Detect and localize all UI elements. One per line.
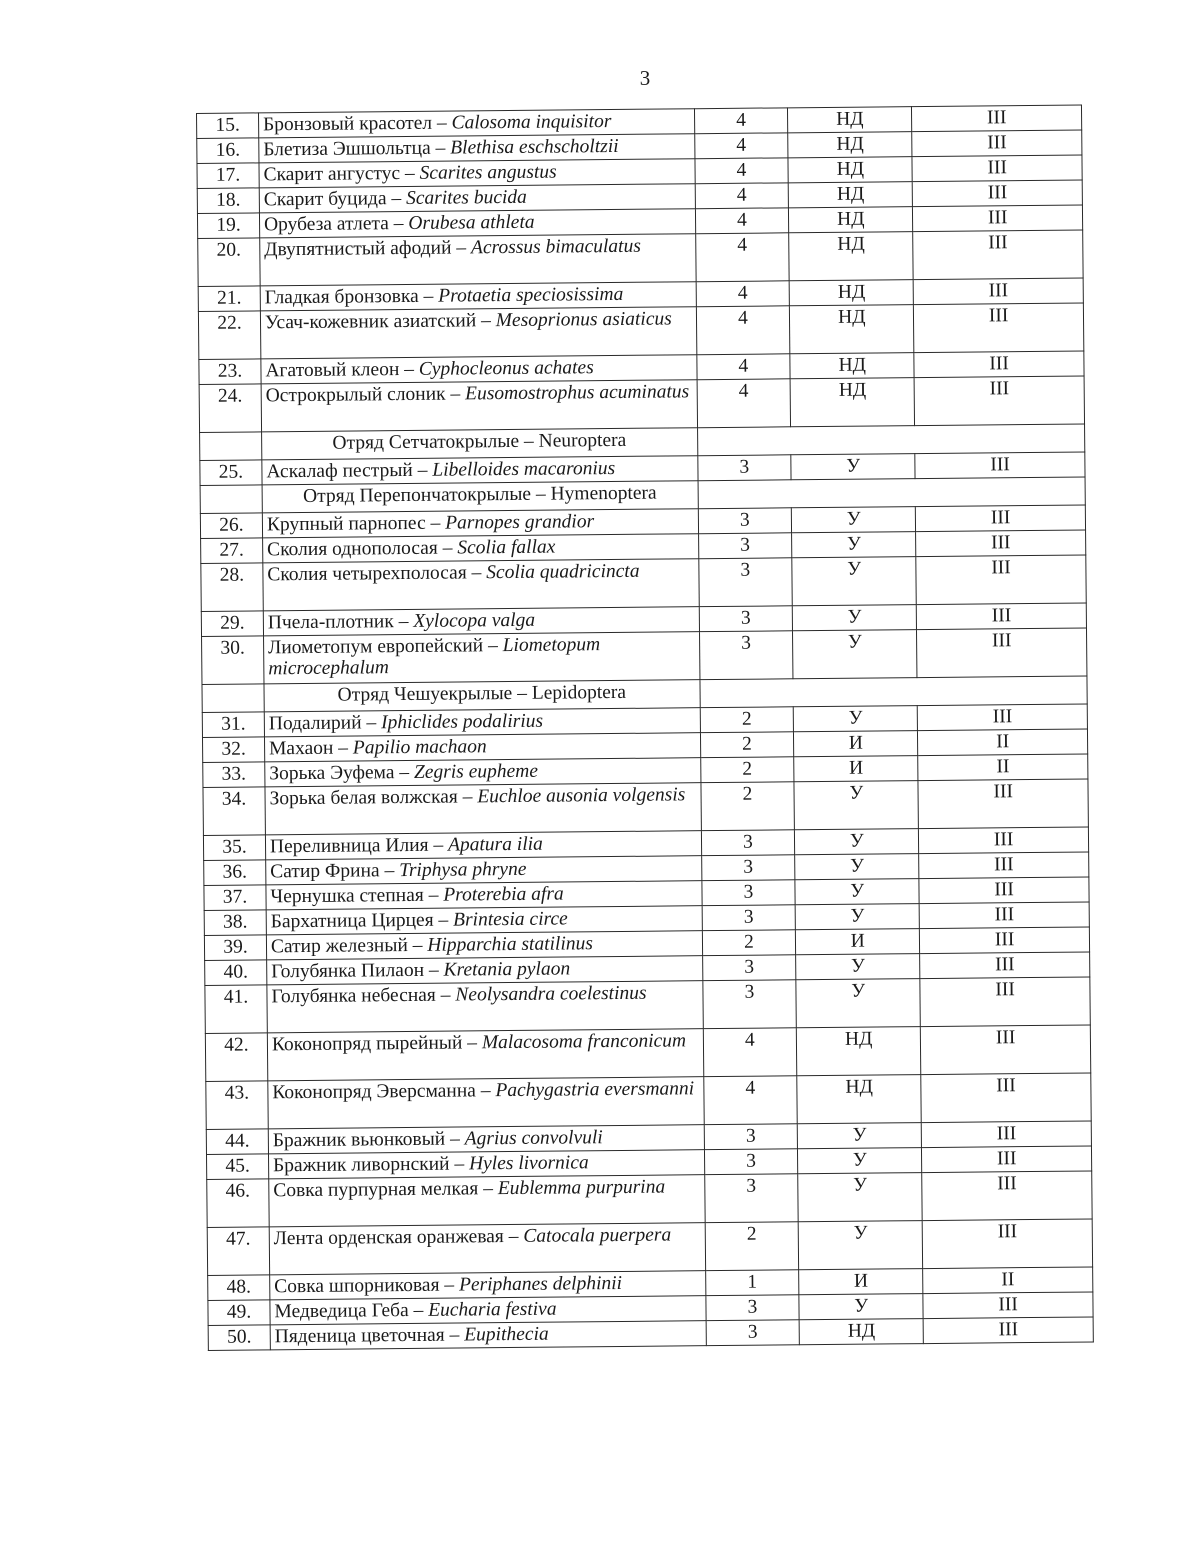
row-number: 47. bbox=[207, 1227, 269, 1276]
rarity-category: 4 bbox=[695, 183, 789, 209]
status-code: НД bbox=[790, 305, 914, 354]
order-empty-cell bbox=[699, 676, 1087, 708]
row-number: 18. bbox=[197, 188, 259, 214]
regional-category: III bbox=[916, 555, 1086, 605]
status-code: НД bbox=[799, 1319, 923, 1345]
page-number: 3 bbox=[639, 66, 651, 90]
row-number: 32. bbox=[202, 737, 264, 763]
species-latin-name: Libelloides macaronius bbox=[432, 457, 616, 481]
species-russian-name: Скарит буцида – bbox=[263, 187, 407, 211]
species-name-cell bbox=[267, 1029, 703, 1081]
species-russian-name: Скарит ангустус – bbox=[263, 162, 420, 186]
species-russian-name: Сатир Фрина – bbox=[270, 860, 400, 883]
rarity-category: 3 bbox=[702, 955, 796, 981]
species-russian-name: Пяденица цветочная – bbox=[274, 1324, 465, 1348]
row-number: 49. bbox=[208, 1300, 270, 1326]
species-name-cell bbox=[269, 1223, 705, 1275]
rarity-category: 3 bbox=[701, 880, 795, 906]
rarity-category: 3 bbox=[704, 1149, 798, 1175]
species-russian-name: Коконопряд Эверсманна – bbox=[272, 1080, 496, 1104]
species-russian-name: Аскалаф пестрый – bbox=[266, 459, 433, 483]
species-latin-name: Eusomostrophus acuminatus bbox=[464, 381, 690, 405]
status-code: У bbox=[791, 454, 915, 480]
table-row bbox=[206, 1073, 1091, 1129]
species-name-cell bbox=[269, 1175, 705, 1227]
regional-category: III bbox=[920, 952, 1090, 979]
status-code: НД bbox=[789, 232, 913, 281]
species-name-cell bbox=[261, 380, 697, 432]
species-russian-name: Зорька Эуфема – bbox=[269, 761, 415, 785]
species-russian-name: Орубеза атлета – bbox=[263, 212, 409, 236]
status-code: НД bbox=[797, 1027, 921, 1076]
table-row bbox=[205, 1025, 1090, 1081]
rarity-category: 3 bbox=[698, 508, 792, 534]
species-latin-name: Mesoprionus asiaticus bbox=[495, 308, 672, 332]
rarity-category: 3 bbox=[704, 1124, 798, 1150]
table-row bbox=[207, 1171, 1092, 1227]
status-code: У bbox=[798, 1173, 922, 1222]
status-code: И bbox=[794, 731, 918, 757]
table-row bbox=[205, 977, 1090, 1033]
status-code: У bbox=[792, 557, 916, 606]
species-latin-name: Iphiclides podalirius bbox=[381, 710, 544, 734]
rarity-category: 4 bbox=[695, 208, 789, 234]
status-code: У bbox=[792, 507, 916, 533]
species-russian-name: Зорька белая волжская – bbox=[269, 786, 478, 810]
species-russian-name: Агатовый клеон – bbox=[265, 358, 419, 382]
regional-category: III bbox=[923, 1292, 1093, 1319]
rarity-category: 3 bbox=[705, 1295, 799, 1321]
status-code: У bbox=[793, 605, 917, 631]
row-number: 28. bbox=[201, 563, 263, 612]
table-row bbox=[198, 303, 1083, 359]
rarity-category: 4 bbox=[694, 108, 788, 134]
rarity-category: 3 bbox=[702, 905, 796, 931]
row-number: 20. bbox=[198, 238, 260, 287]
rarity-category: 3 bbox=[699, 631, 793, 680]
row-number: 34. bbox=[203, 787, 265, 836]
regional-category: III bbox=[919, 877, 1089, 904]
species-russian-name: Сатир железный – bbox=[270, 934, 428, 958]
status-code: У bbox=[795, 904, 919, 930]
table-row bbox=[201, 555, 1086, 611]
regional-category: II bbox=[918, 754, 1088, 781]
species-latin-name: Zegris eupheme bbox=[413, 760, 539, 783]
row-number: 36. bbox=[204, 860, 266, 886]
status-code: И bbox=[794, 756, 918, 782]
rarity-category: 4 bbox=[695, 233, 789, 282]
species-latin-name: Scolia fallax bbox=[457, 536, 556, 559]
regional-category: III bbox=[917, 704, 1087, 731]
regional-category: III bbox=[912, 180, 1082, 207]
rarity-category: 2 bbox=[700, 707, 794, 733]
status-code: НД bbox=[788, 157, 912, 183]
rarity-category: 2 bbox=[700, 782, 794, 831]
species-latin-name: Hyles livornica bbox=[468, 1152, 589, 1175]
status-code: У bbox=[792, 532, 916, 558]
regional-category: III bbox=[913, 230, 1083, 280]
regional-category: III bbox=[912, 130, 1082, 157]
rarity-category: 3 bbox=[698, 558, 792, 607]
rarity-category: 4 bbox=[697, 379, 791, 428]
regional-category: III bbox=[920, 977, 1090, 1027]
species-latin-name: Eucharia festiva bbox=[428, 1298, 557, 1321]
regional-category: III bbox=[914, 351, 1084, 378]
regional-category: II bbox=[918, 729, 1088, 756]
order-title: Отряд Чешуекрылые – Lepidoptera bbox=[264, 680, 700, 712]
species-name-cell bbox=[267, 981, 703, 1033]
regional-category: III bbox=[912, 155, 1082, 182]
species-russian-name: Блетиза Эшшольтца – bbox=[263, 137, 451, 161]
rarity-category: 3 bbox=[698, 533, 792, 559]
row-number: 38. bbox=[204, 910, 266, 936]
regional-category: III bbox=[916, 603, 1086, 630]
rarity-category: 2 bbox=[705, 1222, 799, 1271]
order-empty-cell bbox=[697, 424, 1085, 456]
status-code: НД bbox=[790, 378, 914, 427]
rarity-category: 4 bbox=[694, 158, 788, 184]
status-code: У bbox=[794, 781, 918, 830]
rarity-category: 4 bbox=[696, 306, 790, 355]
species-latin-name: Kretania pylaon bbox=[443, 958, 571, 981]
species-russian-name: Бархатница Цирцея – bbox=[270, 909, 454, 933]
row-number: 29. bbox=[201, 611, 263, 637]
status-code: НД bbox=[790, 353, 914, 379]
status-code: У bbox=[795, 879, 919, 905]
status-code: У bbox=[798, 1123, 922, 1149]
species-latin-name: Acrossus bimaculatus bbox=[470, 235, 641, 259]
row-number: 17. bbox=[197, 163, 259, 189]
table-row bbox=[198, 230, 1083, 286]
row-number: 33. bbox=[203, 762, 265, 788]
species-latin-name: Scarites bucida bbox=[405, 186, 527, 209]
status-code: У bbox=[796, 979, 920, 1028]
regional-category: III bbox=[914, 376, 1084, 426]
status-code: НД bbox=[789, 280, 913, 306]
order-empty-cell bbox=[698, 477, 1086, 509]
status-code: У bbox=[799, 1294, 923, 1320]
species-russian-name: Усач-кожевник азиатский – bbox=[264, 310, 496, 334]
regional-category: III bbox=[917, 628, 1087, 678]
species-latin-name: Hipparchia statilinus bbox=[427, 933, 594, 956]
species-table-body bbox=[197, 105, 1094, 1350]
row-number: 22. bbox=[198, 311, 260, 360]
order-title: Отряд Сетчатокрылые – Neuroptera bbox=[262, 428, 698, 460]
regional-category: III bbox=[916, 505, 1086, 532]
status-code: И bbox=[799, 1269, 923, 1295]
row-number: 25. bbox=[200, 460, 262, 486]
rarity-category: 1 bbox=[705, 1270, 799, 1296]
rarity-category: 3 bbox=[701, 855, 795, 881]
species-latin-name: Protaetia speciosissima bbox=[438, 283, 624, 307]
species-russian-name: Сколия четырехполосая – bbox=[267, 562, 487, 586]
regional-category: III bbox=[916, 530, 1086, 557]
species-russian-name: Коконопряд пырейный – bbox=[271, 1032, 482, 1056]
species-latin-name: Blethisa eschscholtzii bbox=[450, 135, 619, 159]
species-latin-name: Triphysa phryne bbox=[399, 858, 527, 882]
species-latin-name: Eublemma purpurina bbox=[497, 1176, 666, 1200]
order-num-cell bbox=[200, 432, 262, 461]
regional-category: III bbox=[914, 303, 1084, 353]
order-num-cell bbox=[202, 684, 264, 713]
species-name-cell bbox=[260, 234, 696, 286]
status-code: У bbox=[794, 706, 918, 732]
species-latin-name: Liometopum microcephalum bbox=[268, 634, 601, 680]
species-russian-name: Пчела-плотник – bbox=[267, 610, 414, 634]
row-number: 50. bbox=[208, 1325, 270, 1351]
species-latin-name: Catocala puerpera bbox=[523, 1224, 672, 1247]
rarity-category: 3 bbox=[701, 830, 795, 856]
species-russian-name: Голубянка небесная – bbox=[271, 984, 456, 1008]
species-russian-name: Лиометопум европейский – bbox=[267, 635, 503, 659]
species-name-cell bbox=[270, 1321, 706, 1350]
species-russian-name: Переливница Илия – bbox=[269, 834, 449, 858]
regional-category: III bbox=[922, 1146, 1092, 1173]
species-latin-name: Orubesa athleta bbox=[408, 211, 535, 234]
status-code: У bbox=[799, 1221, 923, 1270]
rarity-category: 4 bbox=[696, 354, 790, 380]
species-name-cell bbox=[263, 559, 699, 611]
row-number: 15. bbox=[197, 113, 259, 139]
status-code: У bbox=[798, 1148, 922, 1174]
row-number: 19. bbox=[197, 213, 259, 239]
order-num-cell bbox=[200, 485, 262, 514]
species-russian-name: Острокрылый слоник – bbox=[265, 383, 466, 407]
species-name-cell bbox=[268, 1077, 704, 1129]
regional-category: III bbox=[919, 902, 1089, 929]
species-russian-name: Сколия однополосая – bbox=[267, 537, 458, 561]
rarity-category: 2 bbox=[700, 732, 794, 758]
species-name-cell bbox=[260, 307, 696, 359]
regional-category: II bbox=[923, 1267, 1093, 1294]
species-russian-name: Бражник ливорнский – bbox=[272, 1153, 470, 1177]
rarity-category: 3 bbox=[699, 606, 793, 632]
row-number: 40. bbox=[205, 960, 267, 986]
species-russian-name: Голубянка Пилаон – bbox=[271, 959, 444, 983]
species-russian-name: Лента орденская оранжевая – bbox=[273, 1225, 524, 1250]
species-russian-name: Медведица Геба – bbox=[274, 1299, 429, 1323]
species-russian-name: Махаон – bbox=[268, 737, 353, 760]
species-russian-name: Двупятнистый афодий – bbox=[264, 237, 472, 261]
rarity-category: 2 bbox=[700, 757, 794, 783]
species-russian-name: Бражник вьюнковый – bbox=[272, 1128, 465, 1152]
row-number: 37. bbox=[204, 885, 266, 911]
species-latin-name: Malacosoma franconicum bbox=[481, 1030, 687, 1054]
species-latin-name: Periphanes delphinii bbox=[458, 1272, 623, 1296]
regional-category: III bbox=[918, 779, 1088, 829]
row-number: 39. bbox=[204, 935, 266, 961]
row-number: 24. bbox=[199, 384, 261, 433]
status-code: У bbox=[793, 630, 917, 679]
species-latin-name: Papilio machaon bbox=[352, 736, 487, 759]
regional-category: III bbox=[919, 852, 1089, 879]
status-code: НД bbox=[797, 1075, 921, 1124]
order-title: Отряд Перепончатокрылые – Hymenoptera bbox=[262, 481, 698, 513]
regional-category: III bbox=[922, 1219, 1092, 1269]
species-russian-name: Гладкая бронзовка – bbox=[264, 285, 439, 309]
rarity-category: 4 bbox=[694, 133, 788, 159]
rarity-category: 3 bbox=[704, 1174, 798, 1223]
species-latin-name: Pachygastria eversmanni bbox=[495, 1078, 695, 1102]
status-code: НД bbox=[789, 207, 913, 233]
status-code: И bbox=[796, 929, 920, 955]
rarity-category: 3 bbox=[706, 1320, 800, 1346]
table-row bbox=[203, 779, 1088, 835]
rarity-category: 3 bbox=[702, 980, 796, 1029]
species-russian-name: Чернушка степная – bbox=[270, 884, 444, 908]
species-latin-name: Neolysandra coelestinus bbox=[455, 982, 647, 1006]
table-row bbox=[207, 1219, 1092, 1275]
table-row bbox=[202, 628, 1087, 684]
rarity-category: 4 bbox=[703, 1028, 797, 1077]
rarity-category: 4 bbox=[703, 1076, 797, 1125]
status-code: У bbox=[796, 954, 920, 980]
status-code: НД bbox=[788, 107, 912, 133]
species-latin-name: Calosoma inquisitor bbox=[451, 111, 612, 134]
regional-category: III bbox=[923, 1317, 1093, 1344]
row-number: 41. bbox=[205, 985, 267, 1034]
species-russian-name: Крупный парнопес – bbox=[266, 512, 446, 536]
row-number: 30. bbox=[202, 636, 264, 685]
regional-category: III bbox=[921, 1025, 1091, 1075]
row-number: 46. bbox=[207, 1179, 269, 1228]
regional-category: III bbox=[922, 1171, 1092, 1221]
regional-category: III bbox=[913, 205, 1083, 232]
species-russian-name: Подалирий – bbox=[268, 712, 382, 735]
status-code: У bbox=[795, 829, 919, 855]
row-number: 42. bbox=[205, 1033, 267, 1082]
species-latin-name: Cyphocleonus achates bbox=[418, 357, 594, 380]
table-row bbox=[199, 376, 1084, 432]
regional-category: III bbox=[913, 278, 1083, 305]
row-number: 26. bbox=[200, 513, 262, 539]
row-number: 43. bbox=[206, 1081, 268, 1130]
row-number: 23. bbox=[199, 359, 261, 385]
regional-category: III bbox=[921, 1073, 1091, 1123]
regional-category: III bbox=[912, 105, 1082, 132]
species-latin-name: Apatura ilia bbox=[447, 833, 543, 856]
species-latin-name: Scolia quadricincta bbox=[486, 560, 640, 584]
regional-category: III bbox=[915, 452, 1085, 479]
species-latin-name: Xylocopa valga bbox=[413, 609, 536, 632]
rarity-category: 3 bbox=[697, 455, 791, 481]
species-table bbox=[196, 104, 1094, 1350]
species-name-cell bbox=[265, 783, 701, 835]
row-number: 31. bbox=[202, 712, 264, 738]
regional-category: III bbox=[921, 1121, 1091, 1148]
row-number: 44. bbox=[206, 1129, 268, 1155]
regional-category: III bbox=[919, 827, 1089, 854]
species-russian-name: Совка пурпурная мелкая – bbox=[273, 1178, 498, 1202]
row-number: 35. bbox=[203, 835, 265, 861]
status-code: НД bbox=[788, 132, 912, 158]
species-latin-name: Parnopes grandior bbox=[445, 511, 595, 534]
species-latin-name: Eupithecia bbox=[464, 1323, 549, 1346]
species-russian-name: Бронзовый красотел – bbox=[262, 112, 452, 136]
row-number: 27. bbox=[201, 538, 263, 564]
species-latin-name: Scarites angustus bbox=[419, 161, 557, 184]
species-name-cell bbox=[263, 632, 699, 684]
regional-category: III bbox=[920, 927, 1090, 954]
species-latin-name: Euchloe ausonia volgensis bbox=[477, 784, 686, 808]
row-number: 48. bbox=[208, 1275, 270, 1301]
status-code: НД bbox=[789, 182, 913, 208]
species-russian-name: Совка шпорниковая – bbox=[274, 1274, 460, 1298]
rarity-category: 2 bbox=[702, 930, 796, 956]
species-latin-name: Brintesia circe bbox=[453, 908, 568, 931]
species-latin-name: Proterebia afra bbox=[443, 883, 564, 906]
row-number: 45. bbox=[206, 1154, 268, 1180]
species-latin-name: Agrius convolvuli bbox=[464, 1127, 603, 1150]
status-code: У bbox=[795, 854, 919, 880]
rarity-category: 4 bbox=[696, 281, 790, 307]
row-number: 16. bbox=[197, 138, 259, 164]
row-number: 21. bbox=[198, 286, 260, 312]
